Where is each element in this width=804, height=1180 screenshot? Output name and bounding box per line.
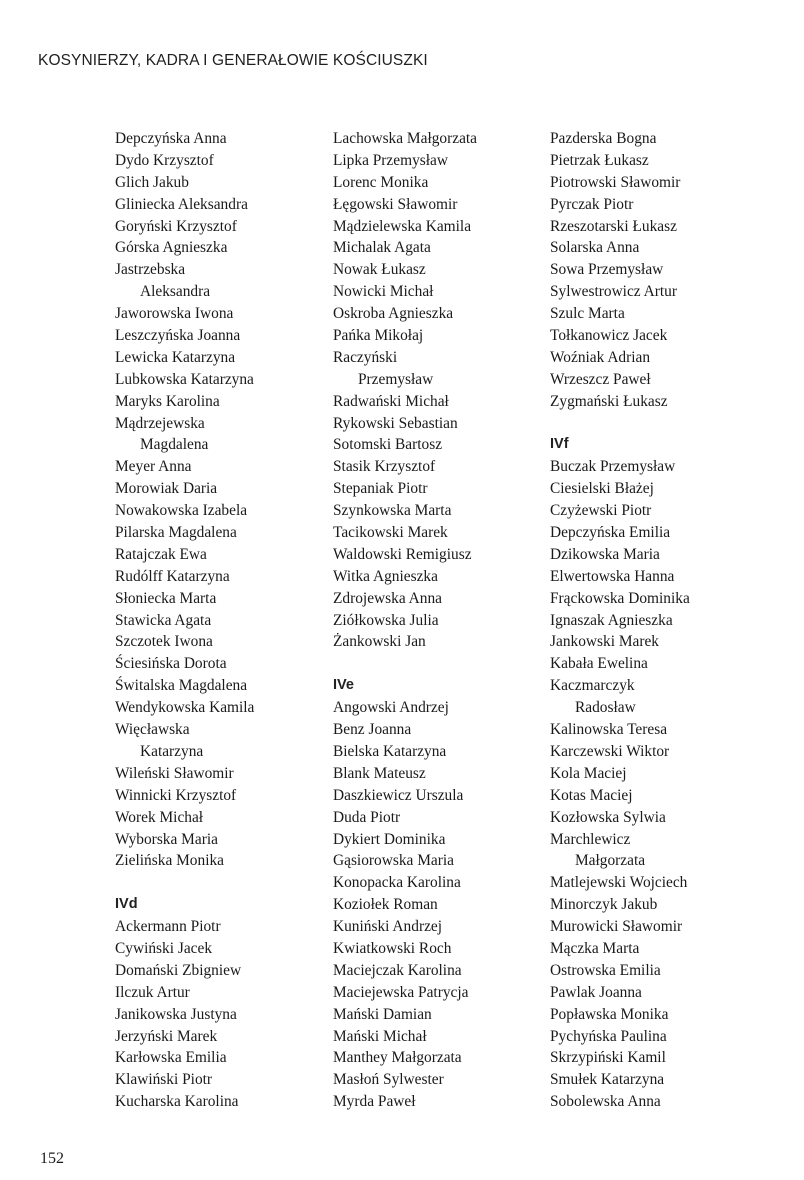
- name-entry: Zygmański Łukasz: [550, 392, 668, 410]
- name-entry: Świtalska Magdalena: [115, 677, 248, 695]
- name-entry: Wrzeszcz Paweł: [550, 370, 651, 388]
- name-entry: Stepaniak Piotr: [333, 480, 428, 498]
- name-entry: Kwiatkowski Roch: [333, 939, 452, 957]
- name-continuation: Katarzyna: [140, 742, 204, 760]
- name-entry: Solarska Anna: [550, 239, 640, 257]
- name-entry: Wyborska Maria: [115, 830, 218, 848]
- running-header: KOSYNIERZY, KADRA I GENERAŁOWIE KOŚCIUSZKI: [38, 52, 428, 69]
- name-entry: Jerzyński Marek: [115, 1027, 218, 1045]
- name-entry: Sobolewska Anna: [550, 1093, 661, 1111]
- name-continuation: Magdalena: [140, 436, 209, 454]
- name-continuation: Małgorzata: [575, 852, 646, 870]
- name-continuation: Aleksandra: [140, 283, 211, 301]
- name-entry: Rykowski Sebastian: [333, 414, 458, 432]
- name-entry: Szynkowska Marta: [333, 502, 452, 520]
- name-entry: Pawlak Joanna: [550, 983, 642, 1001]
- name-entry: Wendykowska Kamila: [115, 699, 255, 717]
- name-entry: Lubkowska Katarzyna: [115, 370, 254, 388]
- name-entry: Ostrowska Emilia: [550, 961, 661, 979]
- name-entry: Karłowska Emilia: [115, 1049, 227, 1067]
- name-entry: Mądzielewska Kamila: [333, 217, 472, 235]
- section-heading: IVd: [115, 896, 138, 913]
- name-entry: Maciejewska Patrycja: [333, 983, 469, 1001]
- name-entry: Kozłowska Sylwia: [550, 808, 666, 826]
- name-entry: Radwański Michał: [333, 392, 449, 410]
- name-continuation: Przemysław: [358, 370, 434, 388]
- name-entry: Żankowski Jan: [333, 633, 426, 651]
- name-entry: Depczyńska Emilia: [550, 524, 671, 542]
- name-entry: Mądrzejewska: [115, 414, 205, 432]
- name-entry: Ignaszak Agnieszka: [550, 611, 673, 629]
- name-entry: Jastrzebska: [115, 261, 186, 279]
- name-entry: Blank Mateusz: [333, 764, 426, 782]
- name-entry: Lipka Przemysław: [333, 151, 448, 169]
- name-column-1: [115, 128, 305, 1113]
- name-entry: Nowakowska Izabela: [115, 502, 248, 520]
- name-entry: Kabała Ewelina: [550, 655, 648, 673]
- name-entry: Depczyńska Anna: [115, 130, 227, 147]
- name-entry: Goryński Krzysztof: [115, 217, 237, 235]
- name-entry: Klawiński Piotr: [115, 1071, 213, 1089]
- name-entry: Jankowski Marek: [550, 633, 659, 651]
- name-entry: Myrda Paweł: [333, 1093, 416, 1111]
- name-entry: Gąsiorowska Maria: [333, 852, 454, 870]
- name-entry: Rzeszotarski Łukasz: [550, 217, 677, 235]
- name-entry: Koziołek Roman: [333, 896, 438, 914]
- name-entry: Szczotek Iwona: [115, 633, 213, 651]
- name-entry: Benz Joanna: [333, 721, 412, 739]
- name-entry: Kalinowska Teresa: [550, 721, 668, 739]
- name-entry: Łęgowski Sławomir: [333, 195, 458, 213]
- name-entry: Ściesińska Dorota: [115, 655, 227, 673]
- name-entry: Lorenc Monika: [333, 173, 429, 191]
- name-column-3: [550, 128, 770, 1113]
- name-entry: Ciesielski Błażej: [550, 480, 654, 498]
- name-entry: Frąckowska Dominika: [550, 589, 690, 607]
- name-entry: Ilczuk Artur: [115, 983, 190, 1001]
- name-entry: Skrzypiński Kamil: [550, 1049, 666, 1067]
- name-entry: Mączka Marta: [550, 939, 640, 957]
- name-entry: Domański Zbigniew: [115, 961, 242, 979]
- name-entry: Czyżewski Piotr: [550, 502, 652, 520]
- name-entry: Pychyńska Paulina: [550, 1027, 667, 1045]
- name-entry: Pazderska Bogna: [550, 130, 657, 147]
- name-entry: Mański Damian: [333, 1005, 432, 1023]
- name-entry: Lachowska Małgorzata: [333, 130, 478, 147]
- name-entry: Winnicki Krzysztof: [115, 786, 237, 804]
- name-entry: Smułek Katarzyna: [550, 1071, 665, 1089]
- name-entry: Angowski Andrzej: [333, 699, 449, 717]
- name-entry: Woźniak Adrian: [550, 348, 651, 366]
- name-continuation: Radosław: [575, 699, 636, 717]
- name-entry: Zdrojewska Anna: [333, 589, 442, 607]
- name-entry: Michalak Agata: [333, 239, 431, 257]
- name-entry: Stawicka Agata: [115, 611, 212, 629]
- name-entry: Minorczyk Jakub: [550, 896, 658, 914]
- name-entry: Pietrzak Łukasz: [550, 151, 649, 169]
- name-entry: Kaczmarczyk: [550, 677, 635, 695]
- name-entry: Kuniński Andrzej: [333, 918, 443, 936]
- name-entry: Wileński Sławomir: [115, 764, 234, 782]
- name-entry: Waldowski Remigiusz: [333, 545, 472, 563]
- name-entry: Szulc Marta: [550, 305, 625, 323]
- name-entry: Sowa Przemysław: [550, 261, 664, 279]
- name-entry: Nowak Łukasz: [333, 261, 426, 279]
- name-entry: Pilarska Magdalena: [115, 524, 237, 542]
- name-entry: Lewicka Katarzyna: [115, 348, 236, 366]
- name-entry: Dydo Krzysztof: [115, 151, 214, 169]
- name-entry: Witka Agnieszka: [333, 567, 438, 585]
- name-entry: Tacikowski Marek: [333, 524, 448, 542]
- section-spacer: [115, 872, 305, 894]
- name-entry: Pańka Mikołaj: [333, 327, 424, 345]
- page-number: 152: [40, 1150, 64, 1167]
- name-entry: Maryks Karolina: [115, 392, 220, 410]
- name-entry: Piotrowski Sławomir: [550, 173, 681, 191]
- section-heading: IVf: [550, 436, 569, 453]
- name-entry: Popławska Monika: [550, 1005, 669, 1023]
- name-entry: Więcławska: [115, 721, 190, 739]
- name-entry: Matlejewski Wojciech: [550, 874, 688, 892]
- section-spacer: [333, 653, 538, 675]
- name-entry: Raczyński: [333, 348, 398, 366]
- name-entry: Leszczyńska Joanna: [115, 327, 241, 345]
- name-entry: Jaworowska Iwona: [115, 305, 234, 323]
- name-entry: Kotas Maciej: [550, 786, 633, 804]
- name-entry: Zielińska Monika: [115, 852, 224, 870]
- name-entry: Murowicki Sławomir: [550, 918, 683, 936]
- name-entry: Ratajczak Ewa: [115, 545, 207, 563]
- name-entry: Karczewski Wiktor: [550, 742, 670, 760]
- name-entry: Duda Piotr: [333, 808, 401, 826]
- name-entry: Daszkiewicz Urszula: [333, 786, 464, 804]
- name-entry: Meyer Anna: [115, 458, 192, 476]
- name-entry: Ziółkowska Julia: [333, 611, 439, 629]
- name-entry: Stasik Krzysztof: [333, 458, 436, 476]
- name-entry: Gliniecka Aleksandra: [115, 195, 248, 213]
- name-entry: Manthey Małgorzata: [333, 1049, 462, 1067]
- name-entry: Elwertowska Hanna: [550, 567, 675, 585]
- name-entry: Dzikowska Maria: [550, 545, 660, 563]
- name-entry: Ackermann Piotr: [115, 918, 221, 936]
- name-entry: Marchlewicz: [550, 830, 631, 848]
- name-entry: Maciejczak Karolina: [333, 961, 462, 979]
- name-entry: Masłoń Sylwester: [333, 1071, 444, 1089]
- section-spacer: [550, 413, 770, 435]
- name-entry: Rudólff Katarzyna: [115, 567, 230, 585]
- name-entry: Morowiak Daria: [115, 480, 218, 498]
- name-entry: Janikowska Justyna: [115, 1005, 237, 1023]
- name-entry: Bielska Katarzyna: [333, 742, 447, 760]
- name-entry: Nowicki Michał: [333, 283, 434, 301]
- section-heading: IVe: [333, 677, 354, 694]
- name-entry: Słoniecka Marta: [115, 589, 217, 607]
- name-entry: Oskroba Agnieszka: [333, 305, 454, 323]
- name-entry: Mański Michał: [333, 1027, 427, 1045]
- name-entry: Buczak Przemysław: [550, 458, 676, 476]
- name-entry: Pyrczak Piotr: [550, 195, 634, 213]
- name-entry: Konopacka Karolina: [333, 874, 461, 892]
- name-entry: Cywiński Jacek: [115, 939, 213, 957]
- name-entry: Kola Maciej: [550, 764, 627, 782]
- name-entry: Worek Michał: [115, 808, 204, 826]
- name-column-2: [333, 128, 538, 1113]
- name-entry: Dykiert Dominika: [333, 830, 446, 848]
- name-entry: Glich Jakub: [115, 173, 189, 191]
- name-entry: Sotomski Bartosz: [333, 436, 443, 454]
- name-entry: Sylwestrowicz Artur: [550, 283, 677, 301]
- name-entry: Kucharska Karolina: [115, 1093, 239, 1111]
- name-entry: Tołkanowicz Jacek: [550, 327, 668, 345]
- name-entry: Górska Agnieszka: [115, 239, 228, 257]
